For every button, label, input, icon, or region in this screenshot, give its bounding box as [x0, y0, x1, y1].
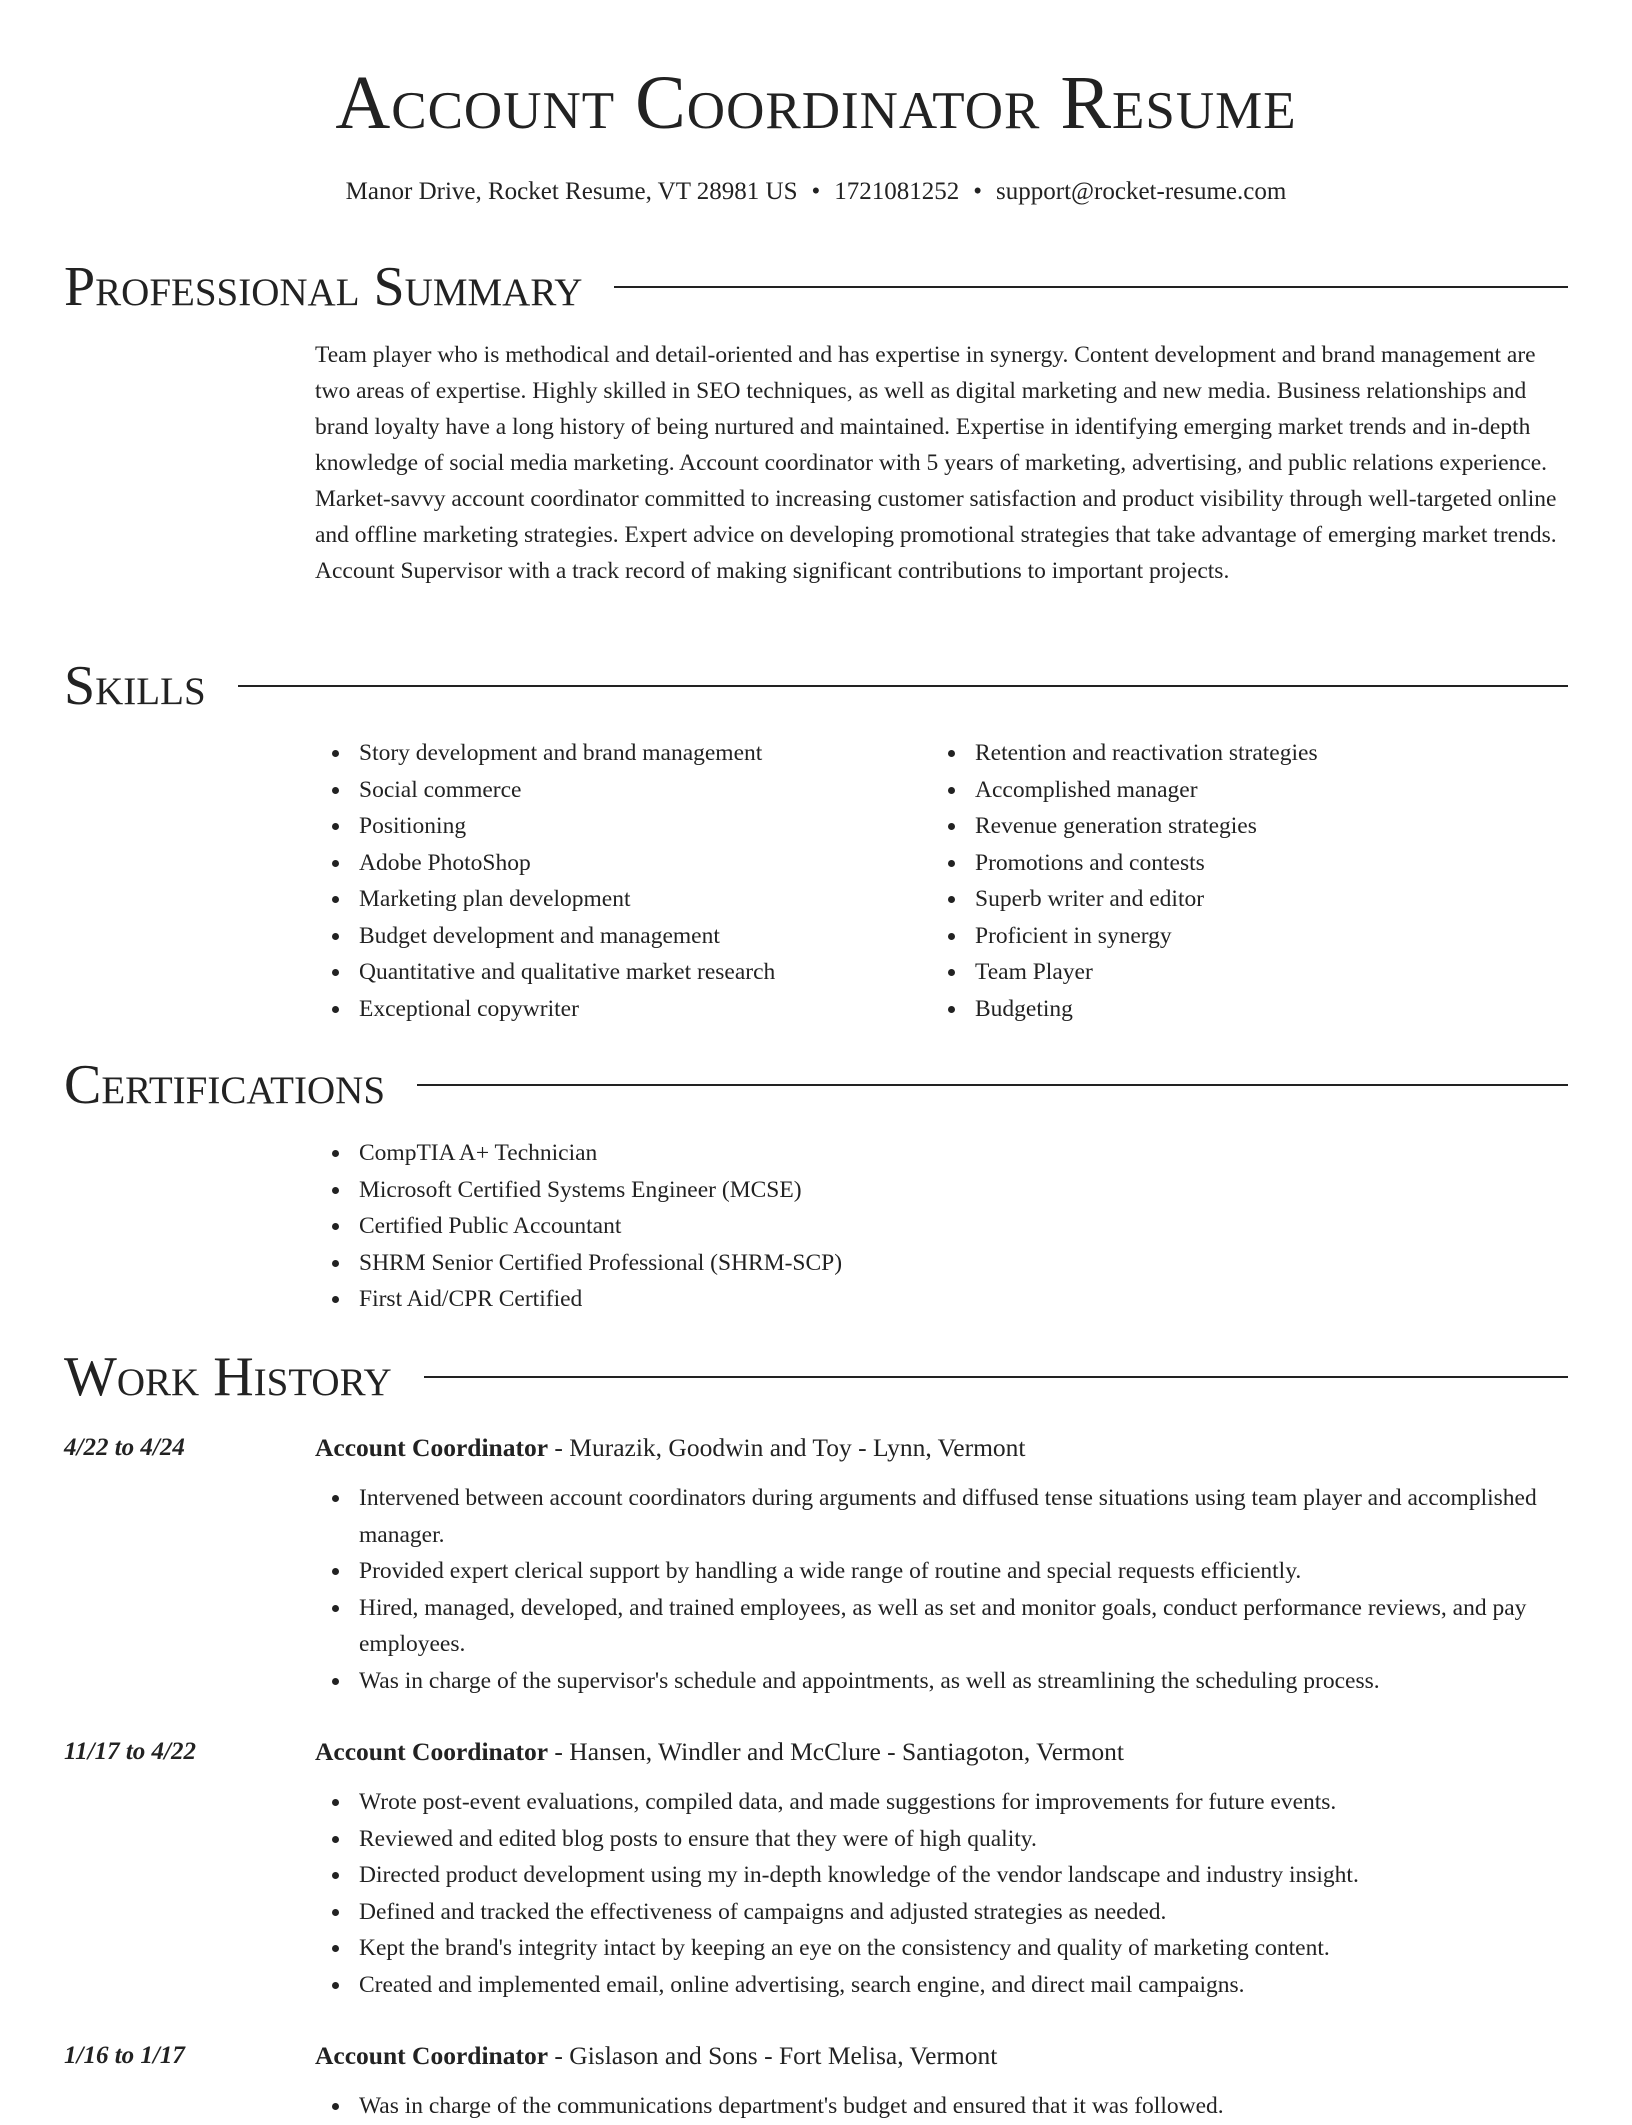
contact-address: Manor Drive, Rocket Resume, VT 28981 US [345, 178, 798, 205]
skill-item: Retention and reactivation strategies [975, 735, 1547, 772]
skill-item: Story development and brand management [359, 735, 931, 772]
summary-body [315, 337, 1568, 589]
job-title-line [315, 1734, 1568, 1770]
job-entry [64, 1734, 1568, 2003]
job-entry [64, 1430, 1568, 1699]
skill-item: Team Player [975, 954, 1547, 991]
job-title-line [315, 2038, 1568, 2074]
job-employer: - Hansen, Windler and McClure - Santiagoton, Vermont [548, 1737, 1124, 1766]
skill-item: Exceptional copywriter [359, 991, 931, 1028]
skills-column-right [931, 735, 1547, 1027]
work-heading: Work History [64, 1346, 392, 1408]
summary-text: Team player who is methodical and detail-oriented and has expertise in synergy. Content development and brand management are two areas of expertise. Highly skilled in SEO techniques, as well as digital marketing and new media. Business relationships and brand loyalty have a long history of being nurtured and maintained. Expertise in identifying emerging market trends and in-depth knowledge of social media marketing. Account coordinator with 5 years of marketing, advertising, and public relations experience. Market-savvy account coordinator committed to increasing customer satisfaction and product visibility through well-targeted online and offline marketing strategies. Expert advice on developing promotional strategies that take advantage of emerging market trends. Account Supervisor with a track record of making significant contributions to important projects. [315, 342, 1557, 584]
section-divider [238, 685, 1568, 687]
job-title-line [315, 1430, 1568, 1466]
job-bullet-item: Was in charge of the supervisor's schedule and appointments, as well as streamlining the scheduling process. [359, 1663, 1568, 1700]
job-bullet-item: Provided expert clerical support by handling a wide range of routine and special requests efficiently. [359, 1553, 1568, 1590]
contact-separator: • [811, 178, 821, 205]
contact-email[interactable]: support@rocket-resume.com [996, 178, 1287, 205]
job-bullet-item: Reviewed and edited blog posts to ensure that they were of high quality. [359, 1821, 1568, 1858]
job-bullets [315, 1480, 1568, 1699]
skills-right-list [931, 735, 1547, 1027]
skill-item: Quantitative and qualitative market research [359, 954, 931, 991]
contact-phone: 1721081252 [834, 178, 960, 205]
job-bullets [315, 1784, 1568, 2003]
job-role: Account Coordinator [315, 2041, 549, 2070]
job-bullet-item: Defined and tracked the effectiveness of campaigns and adjusted strategies as needed. [359, 1894, 1568, 1931]
certification-item: Microsoft Certified Systems Engineer (MCSE) [359, 1172, 1568, 1209]
job-bullet-item: Kept the brand's integrity intact by keeping an eye on the consistency and quality of marketing content. [359, 1930, 1568, 1967]
job-bullet-item: Intervened between account coordinators during arguments and diffused tense situations using team player and accomplished manager. [359, 1480, 1568, 1553]
job-content [315, 1734, 1568, 2003]
skill-item: Proficient in synergy [975, 918, 1547, 955]
job-employer: - Murazik, Goodwin and Toy - Lynn, Vermont [548, 1433, 1026, 1462]
certifications-heading: Certifications [64, 1054, 386, 1116]
job-dates: 4/22 to 4/24 [64, 1434, 185, 1461]
job-role: Account Coordinator [315, 1737, 549, 1766]
work-section-header [64, 1342, 1568, 1412]
summary-heading: Professional Summary [64, 256, 583, 318]
certification-item: First Aid/CPR Certified [359, 1281, 1568, 1318]
job-dates: 1/16 to 1/17 [64, 2042, 185, 2069]
certifications-list [315, 1135, 1568, 1318]
section-divider [424, 1376, 1568, 1378]
skills-list [315, 735, 1568, 1027]
certification-item: SHRM Senior Certified Professional (SHRM-SCP) [359, 1245, 1568, 1282]
resume-title: Account Coordinator Resume [335, 61, 1297, 145]
contact-line [0, 174, 1632, 210]
job-bullet-item: Hired, managed, developed, and trained employees, as well as set and monitor goals, conduct performance reviews, and pay employees. [359, 1590, 1568, 1663]
skill-item: Adobe PhotoShop [359, 845, 931, 882]
job-bullet-item: Was in charge of the communications department's budget and ensured that it was followed. [359, 2088, 1568, 2125]
job-bullet-item: Created and implemented email, online advertising, search engine, and direct mail campaigns. [359, 1967, 1568, 2004]
section-divider [417, 1084, 1568, 1086]
job-content [315, 1430, 1568, 1699]
job-bullet-item: Directed product development using my in-depth knowledge of the vendor landscape and industry insight. [359, 1857, 1568, 1894]
skills-section-header [64, 651, 1568, 721]
summary-section-header [64, 252, 1568, 322]
skill-item: Social commerce [359, 772, 931, 809]
skill-item: Budget development and management [359, 918, 931, 955]
certification-item: CompTIA A+ Technician [359, 1135, 1568, 1172]
skill-item: Marketing plan development [359, 881, 931, 918]
job-bullets [315, 2088, 1568, 2125]
job-dates: 11/17 to 4/22 [64, 1738, 196, 1765]
skill-item: Superb writer and editor [975, 881, 1547, 918]
certification-item: Certified Public Accountant [359, 1208, 1568, 1245]
contact-separator: • [973, 178, 983, 205]
section-divider [614, 286, 1568, 288]
skill-item: Positioning [359, 808, 931, 845]
job-employer: - Gislason and Sons - Fort Melisa, Vermont [548, 2041, 998, 2070]
skill-item: Promotions and contests [975, 845, 1547, 882]
skills-left-list [315, 735, 931, 1027]
skill-item: Revenue generation strategies [975, 808, 1547, 845]
job-role: Account Coordinator [315, 1433, 549, 1462]
skill-item: Budgeting [975, 991, 1547, 1028]
certifications-section-header [64, 1050, 1568, 1120]
skills-heading: Skills [64, 655, 206, 717]
skills-column-left [315, 735, 931, 1027]
certifications-items [315, 1135, 1568, 1318]
job-bullet-item: Wrote post-event evaluations, compiled data, and made suggestions for improvements for future events. [359, 1784, 1568, 1821]
skill-item: Accomplished manager [975, 772, 1547, 809]
